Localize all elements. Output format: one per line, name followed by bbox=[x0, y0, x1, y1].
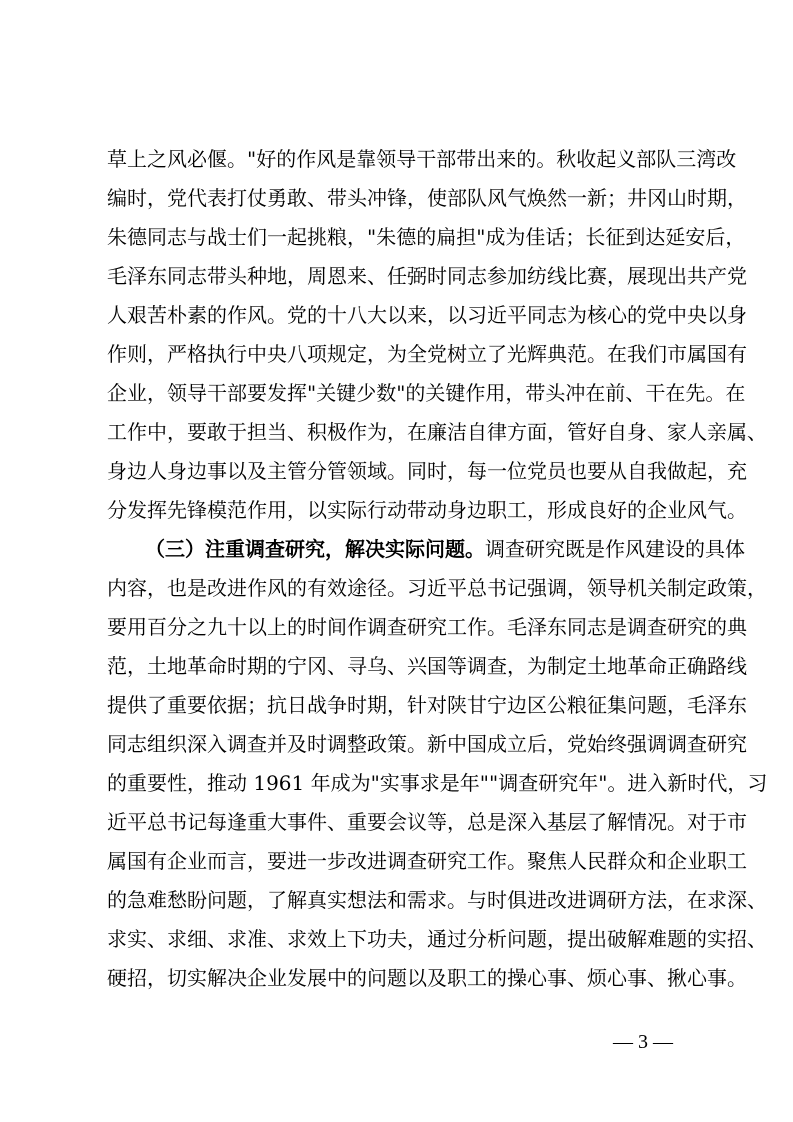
text-line: 范，土地革命时期的宁冈、寻乌、兴国等调查，为制定土地革命正确路线 bbox=[107, 654, 747, 678]
text-line: 内容，也是改进作风的有效途径。习近平总书记强调，领导机关制定政策， bbox=[107, 576, 767, 600]
text-line: 求实、求细、求准、求效上下功夫，通过分析问题，提出破解难题的实招、 bbox=[107, 927, 767, 951]
text-line: 草上之风必偃。"好的作风是靠领导干部带出来的。秋收起义部队三湾改 bbox=[107, 147, 737, 171]
text-line: 硬招，切实解决企业发展中的问题以及职工的操心事、烦心事、揪心事。 bbox=[107, 966, 747, 990]
text-line: 人艰苦朴素的作风。党的十八大以来，以习近平同志为核心的党中央以身 bbox=[107, 303, 747, 327]
text-line: 企业，领导干部要发挥"关键少数"的关键作用，带头冲在前、干在先。在 bbox=[107, 381, 746, 405]
text-line: 提供了重要依据；抗日战争时期，针对陕甘宁边区公粮征集问题，毛泽东 bbox=[107, 693, 747, 717]
text-line: 的重要性，推动 1961 年成为"实事求是年""调查研究年"。进入新时代，习 bbox=[107, 771, 768, 795]
text-line: 身边人身边事以及主管分管领域。同时，每一位党员也要从自我做起，充 bbox=[107, 459, 747, 483]
text-line: 编时，党代表打仗勇敢、带头冲锋，使部队风气焕然一新；井冈山时期， bbox=[107, 186, 747, 210]
text-line: 要用百分之九十以上的时间作调查研究工作。毛泽东同志是调查研究的典 bbox=[107, 615, 747, 639]
text-line: 近平总书记每逢重大事件、重要会议等，总是深入基层了解情况。对于市 bbox=[107, 810, 747, 834]
text-line: 分发挥先锋模范作用，以实际行动带动身边职工，形成良好的企业风气。 bbox=[107, 498, 747, 522]
text-line: 工作中，要敢于担当、积极作为，在廉洁自律方面，管好自身、家人亲属、 bbox=[107, 420, 767, 444]
text-line: 朱德同志与战士们一起挑粮，"朱德的扁担"成为佳话；长征到达延安后， bbox=[107, 225, 746, 249]
section-heading: （三）注重调查研究，解决实际问题。 bbox=[145, 537, 485, 561]
page-number: — 3 — bbox=[613, 1031, 673, 1053]
section-heading-line bbox=[145, 537, 745, 561]
text-line: 同志组织深入调查并及时调整政策。新中国成立后，党始终强调调查研究 bbox=[107, 732, 747, 756]
text-line: 的急难愁盼问题，了解真实想法和需求。与时俱进改进调研方法，在求深、 bbox=[107, 888, 767, 912]
heading-line-text: 调查研究既是作风建设的具体 bbox=[485, 537, 745, 561]
text-line: 作则，严格执行中央八项规定，为全党树立了光辉典范。在我们市属国有 bbox=[107, 342, 747, 366]
text-line: 属国有企业而言，要进一步改进调查研究工作。聚焦人民群众和企业职工 bbox=[107, 849, 747, 873]
text-line: 毛泽东同志带头种地，周恩来、任弼时同志参加纺线比赛，展现出共产党 bbox=[107, 264, 747, 288]
